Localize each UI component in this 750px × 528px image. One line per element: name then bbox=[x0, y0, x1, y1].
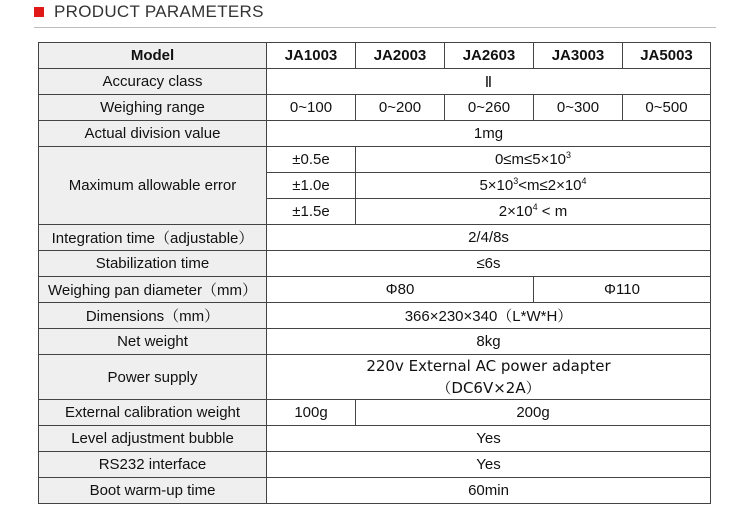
row-label: Level adjustment bubble bbox=[39, 426, 267, 452]
row-label: Weighing pan diameter（mm） bbox=[39, 277, 267, 303]
row-value: 8kg bbox=[267, 329, 711, 355]
table-row bbox=[39, 251, 711, 277]
error-range-cell: $0\le m\le 5\times 10^3$ bbox=[356, 147, 711, 173]
table-row bbox=[39, 400, 711, 426]
table-row bbox=[39, 225, 711, 251]
row-value: 0~500 bbox=[623, 95, 711, 121]
table-header-row bbox=[39, 43, 711, 69]
row-label: Maximum allowable error bbox=[39, 147, 267, 225]
table-row bbox=[39, 426, 711, 452]
table-row bbox=[39, 277, 711, 303]
row-value: 0~260 bbox=[445, 95, 534, 121]
table-row bbox=[39, 147, 711, 173]
row-value: 1mg bbox=[267, 121, 711, 147]
table-row bbox=[39, 95, 711, 121]
row-value: Φ110 bbox=[534, 277, 711, 303]
table-row bbox=[39, 303, 711, 329]
power-line-2: （DC6V×2A） bbox=[436, 379, 541, 397]
parameters-table bbox=[38, 42, 711, 504]
row-label: Stabilization time bbox=[39, 251, 267, 277]
model-cell: JA3003 bbox=[534, 43, 623, 69]
row-value: 0~100 bbox=[267, 95, 356, 121]
red-square-icon bbox=[34, 7, 44, 17]
row-value: 0~200 bbox=[356, 95, 445, 121]
row-value: Ⅱ bbox=[267, 69, 711, 95]
model-cell: JA2003 bbox=[356, 43, 445, 69]
table-row bbox=[39, 452, 711, 478]
row-label: Dimensions（mm） bbox=[39, 303, 267, 329]
tolerance-cell: ±1.5e bbox=[267, 199, 356, 225]
power-line-1: 220v External AC power adapter bbox=[366, 357, 611, 375]
table-row bbox=[39, 329, 711, 355]
row-value bbox=[267, 355, 711, 400]
model-label: Model bbox=[39, 43, 267, 69]
row-label: Net weight bbox=[39, 329, 267, 355]
row-value: 200g bbox=[356, 400, 711, 426]
model-cell: JA1003 bbox=[267, 43, 356, 69]
row-value: Φ80 bbox=[267, 277, 534, 303]
row-label: Boot warm-up time bbox=[39, 478, 267, 504]
error-range-cell: $5\times 10^3<m\le 2\times 10^4$ bbox=[356, 173, 711, 199]
row-label: Power supply bbox=[39, 355, 267, 400]
row-value: 60min bbox=[267, 478, 711, 504]
row-value: Yes bbox=[267, 452, 711, 478]
header-divider bbox=[34, 27, 716, 28]
row-value: Yes bbox=[267, 426, 711, 452]
row-value: 0~300 bbox=[534, 95, 623, 121]
table-row bbox=[39, 478, 711, 504]
row-value: 100g bbox=[267, 400, 356, 426]
tolerance-cell: ±0.5e bbox=[267, 147, 356, 173]
row-label: RS232 interface bbox=[39, 452, 267, 478]
row-label: Integration time（adjustable） bbox=[39, 225, 267, 251]
row-label: External calibration weight bbox=[39, 400, 267, 426]
section-title: PRODUCT PARAMETERS bbox=[54, 2, 264, 21]
section-header bbox=[34, 0, 264, 24]
model-cell: JA2603 bbox=[445, 43, 534, 69]
row-value: 2/4/8s bbox=[267, 225, 711, 251]
table-row bbox=[39, 355, 711, 400]
row-label: Actual division value bbox=[39, 121, 267, 147]
row-label: Weighing range bbox=[39, 95, 267, 121]
error-range-cell: $2\times 10^4 < m$ bbox=[356, 199, 711, 225]
row-value: ≤6s bbox=[267, 251, 711, 277]
table-row bbox=[39, 69, 711, 95]
table-row bbox=[39, 121, 711, 147]
row-value: 366×230×340（L*W*H） bbox=[267, 303, 711, 329]
model-cell: JA5003 bbox=[623, 43, 711, 69]
tolerance-cell: ±1.0e bbox=[267, 173, 356, 199]
row-label: Accuracy class bbox=[39, 69, 267, 95]
